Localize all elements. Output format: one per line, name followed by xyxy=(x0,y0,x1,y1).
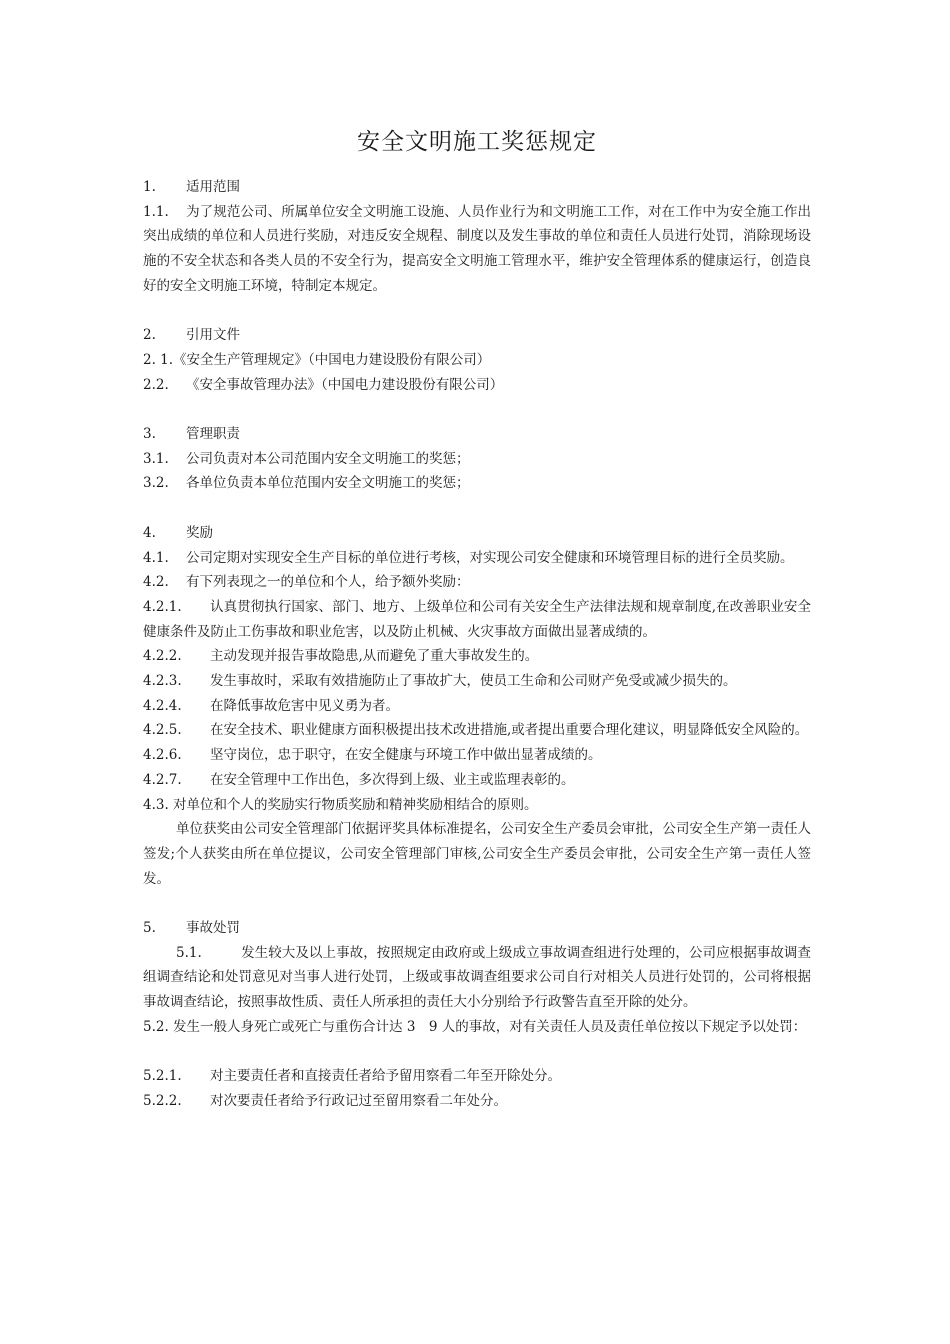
section-4-2-1-item: 4.2.1. 认真贯彻执行国家、部门、地方、上级单位和公司有关安全生产法律法规和规章制度,在改善职业安全健康条件及防止工伤事故和职业危害，以及防止机械、火灾事故方面做出显著成绩的。 xyxy=(143,598,811,640)
section-3-1-item: 3.1. 公司负责对本公司范围内安全文明施工的奖惩； xyxy=(143,450,470,467)
section-2-1-item: 2. 1.《安全生产管理规定》（中国电力建设股份有限公司） xyxy=(143,351,491,368)
spacer xyxy=(143,299,811,324)
section-5-heading: 5. 事故处罚 xyxy=(143,920,240,937)
section-2-heading: 2. 引用文件 xyxy=(143,327,240,344)
section-4-2-item: 4.2. 有下列表现之一的单位和个人，给予额外奖励： xyxy=(143,574,470,591)
document-title: 安全文明施工奖惩规定 xyxy=(357,129,597,155)
section-4-award-paragraph: 单位获奖由公司安全管理部门依据评奖具体标准提名，公司安全生产委员会审批，公司安全生产第一责任人签发;个人获奖由所在单位提议，公司安全管理部门审核,公司安全生产委员会审批，公司安全生产第一责任人签发。 xyxy=(143,821,811,887)
section-4-2-2-item: 4.2.2. 主动发现并报告事故隐患,从而避免了重大事故发生的。 xyxy=(143,648,539,665)
section-5-1-item: 5.1. 发生较大及以上事故，按照规定由政府或上级成立事故调查组进行处理的，公司应根据事故调查组调查结论和处罚意见对当事人进行处罚，上级或事故调查组要求公司自行对相关人员进行处罚的，公司将根据事故调查结论，按照事故性质、责任人所承担的责任大小分别给予行政警告直至开除的处分。 xyxy=(143,944,811,1011)
section-5-2-2-item: 5.2.2. 对次要责任者给予行政记过至留用察看二年处分。 xyxy=(143,1092,507,1109)
section-4-3-item: 4.3. 对单位和个人的奖励实行物质奖励和精神奖励相结合的原则。 xyxy=(143,796,538,813)
section-5-2-item: 5.2. 发生一般人身死亡或死亡与重伤合计达 3 9 人的事故，对有关责任人员及责任单位按以下规定予以处罚： xyxy=(143,1018,807,1035)
section-2-2-item: 2.2. 《安全事故管理办法》（中国电力建设股份有限公司） xyxy=(143,376,504,393)
spacer xyxy=(143,496,811,521)
spacer xyxy=(143,1040,811,1065)
spacer xyxy=(143,397,811,422)
section-4-2-3-item: 4.2.3. 发生事故时，采取有效措施防止了事故扩大，使员工生命和公司财产免受或减少损失的。 xyxy=(143,673,737,690)
section-3-2-item: 3.2. 各单位负责本单位范围内安全文明施工的奖惩； xyxy=(143,475,470,492)
section-4-2-4-item: 4.2.4. 在降低事故危害中见义勇为者。 xyxy=(143,697,399,714)
section-3-heading: 3. 管理职责 xyxy=(143,426,240,442)
section-4-1-item: 4.1. 公司定期对实现安全生产目标的单位进行考核，对实现公司安全健康和环境管理目标的进行全员奖励。 xyxy=(143,549,794,566)
section-1-1-paragraph: 1.1. 为了规范公司、所属单位安全文明施工设施、人员作业行为和文明施工工作，对在工作中为安全施工作出突出成绩的单位和人员进行奖励，对违反安全规程、制度以及发生事故的单位和责任人员进行处罚，消除现场设施的不安全状态和各类人员的不安全行为，提高安全文明施工管理水平，维护安全管理体系的健康运行，创造良好的安全文明施工环境，特制定本规定。 xyxy=(143,203,811,294)
section-4-2-5-item: 4.2.5. 在安全技术、职业健康方面积极提出技术改进措施,或者提出重要合理化建议，明显降低安全风险的。 xyxy=(143,722,809,739)
section-4-2-7-item: 4.2.7. 在安全管理中工作出色，多次得到上级、业主或监理表彰的。 xyxy=(143,771,575,788)
section-1-heading: 1. 适用范围 xyxy=(143,179,240,195)
spacer xyxy=(143,891,811,916)
section-4-heading: 4. 奖励 xyxy=(143,524,213,541)
section-5-2-1-item: 5.2.1. 对主要责任者和直接责任者给予留用察看二年至开除处分。 xyxy=(143,1068,561,1085)
section-4-2-6-item: 4.2.6. 坚守岗位，忠于职守，在安全健康与环境工作中做出显著成绩的。 xyxy=(143,747,602,764)
document-page xyxy=(143,125,811,1114)
